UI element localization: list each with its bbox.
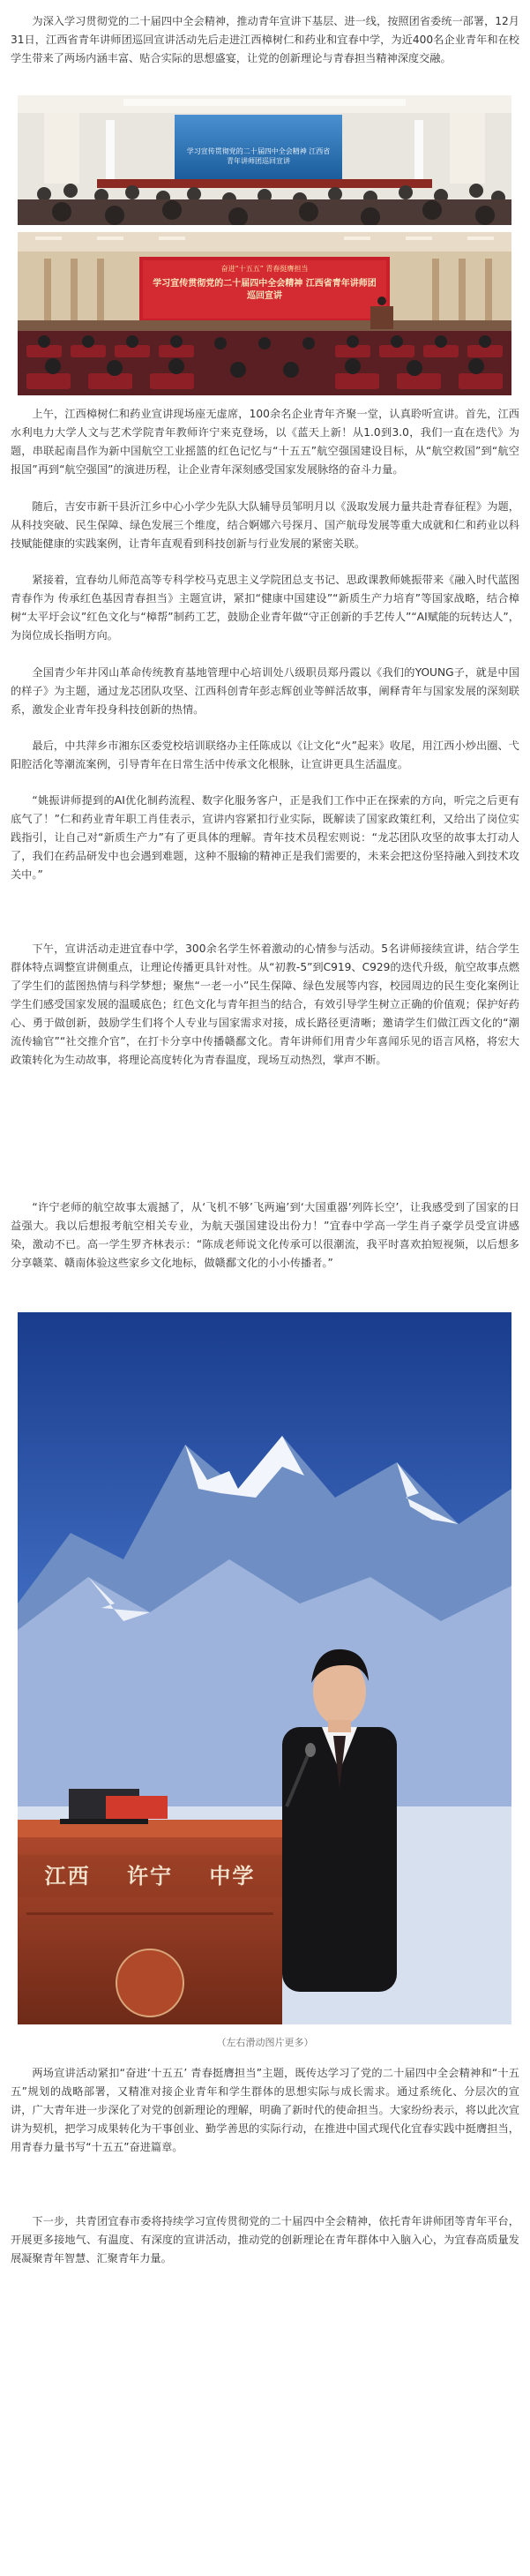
article-paragraph: 下午，宣讲活动走进宜春中学，300余名学生怀着激动的心情参与活动。5名讲师接续宣讲，结合学生群体特点调整宣讲侧重点，让理论传播更具针对性。从“初教-5”到C919、C929的迭代升级，航空故事点燃了学生们的蓝图热情与科学梦想；聚焦“一老一小”民生保障、绿色发展等内容，校园周边的民生变化案例让学生们感受国家发展的温暖底色；红色文化与青年担当的结合，有效引导学生树立正确的价值观；保护好药心、勇于做创新，鼓励学生们将个人专业与国家需求对接，成长路径更清晰；邀请学生们做江西文化的“潮流传输官”“社交推介官”，在打卡分享中传播赣鄱文化。青年讲师们用青少年喜闻乐见的语言风格，将宏大政策转化为生动故事，将理论高度转化为青春温度，现场互动热烈，掌声不断。 <box>11 943 519 1066</box>
article-paragraph: “许宁老师的航空故事太震撼了，从‘飞机不够’飞两遍’到‘大国重器’列阵长空’，让我感受到了国家的日益强大。我以后想报考航空相关专业，为航天强国建设出份力！”宜春中学高一学生肖子豪学员受宣讲感染，激动不已。高一学生罗齐林表示：“陈成老师说文化传承可以很潮流，我平时喜欢拍短视频，以后想多分享赣菜、赣南体验这些家乡文化地标，做赣鄱文化的小小传播者。” <box>11 1201 519 1269</box>
article-paragraph: 为深入学习贯彻党的二十届四中全会精神，推动青年宣讲下基层、进一线，按照团省委统一部署，12月31日，江西省青年讲师团巡回宣讲活动先后走进江西樟树仁和药业和宜春中学，为近400名企业青年和在校学生带来了两场内涵丰富、贴合实际的思想盛宴，让党的创新理论与青春担当精神深度交融。 <box>11 15 519 64</box>
image-caption: （左右滑动图片更多） <box>216 2037 314 2048</box>
auditorium-banner-title: 学习宣传贯彻党的二十届四中全会精神 江西省青年讲师团巡回宣讲 <box>153 279 377 301</box>
speaker-podium-photo-graphic <box>18 1312 511 2024</box>
auditorium-photo-graphic <box>18 232 511 395</box>
auditorium-photo <box>18 232 511 395</box>
article-paragraph: 最后，中共萍乡市湘东区委党校培训联络办主任陈成以《让文化“火”起来》收尾，用江西小炒出圈、弋阳腔活化等潮流案例，引导青年在日常生活中传承文化根脉，让宣讲更具生活温度。 <box>11 740 519 770</box>
article-paragraph: 下一步，共青团宜春市委将持续学习宣传贯彻党的二十届四中全会精神，依托青年讲师团等青年平台，开展更多接地气、有温度、有深度的宣讲活动，推动党的创新理论在青年群体中入脑入心，为宜春高质量发展凝聚青年智慧、汇聚青年力量。 <box>11 2215 519 2264</box>
podium-sign-text: 江西 许宁 中学 <box>44 1863 256 1889</box>
lecture-hall-photo <box>18 95 511 225</box>
auditorium-banner-slogan: 奋进“十五五” 青春挺膺担当 <box>220 265 309 273</box>
speaker-podium-photo <box>18 1312 511 2024</box>
article-paragraph: 上午，江西樟树仁和药业宣讲现场座无虚席，100余名企业青年齐聚一堂，认真聆听宣讲。首先，江西水利电力大学人文与艺术学院青年教师许宁来克登场，以《蓝天上新！从1.0到3.0，我们一直在迭代》为题，串联起南昌作为新中国航空工业摇篮的红色记忆与“十五五”航空强国建设目标，从“航空救国”到“航空报国”再到“航空强国”的演进历程，让企业青年深刻感受国家发展脉络的奋斗力量。 <box>11 408 519 476</box>
article-paragraph: 全国青少年井冈山革命传统教育基地管理中心培训处八级职员郑丹霞以《我们的YOUNG子，就是中国的样子》为主题，通过龙芯团队攻坚、江西科创青年彭志辉创业等鲜活故事，阐释青年与国家发展的深刻联系，激发企业青年投身科技创新的热情。 <box>11 666 519 716</box>
lecture-hall-screen-text: 学习宣传贯彻党的二十届四中全会精神 江西省青年讲师团巡回宣讲 <box>186 147 331 165</box>
article-paragraph: 随后，吉安市新干县沂江乡中心小学少先队大队辅导员邹明月以《汲取发展力量共赴青春征程》为题，从科技突破、民生保障、绿色发展三个维度，结合婀娜六号探月、国产航母发展等重大成就和仁和药业以科技赋能健康的实践案例，让青年直观看到科技创新与行业发展的紧密关联。 <box>11 500 519 550</box>
article-paragraph: 两场宣讲活动紧扣“奋进‘十五五’ 青春挺膺担当”主题，既传达学习了党的二十届四中全会精神和“十五五”规划的战略部署，又精准对接企业青年和学生群体的思想实际与成长需求。通过系统化、分层次的宣讲，广大青年进一步深化了对党的创新理论的理解，明确了新时代的使命担当。大家纷纷表示，将以此次宣讲为契机，把学习成果转化为干事创业、勤学善思的实际行动，在推进中国式现代化宜春实践中挺膺担当，用青春力量书写“十五五”奋进篇章。 <box>11 2067 519 2153</box>
article-paragraph: “姚振讲师提到的AI优化制药流程、数字化服务客户，正是我们工作中正在探索的方向，听完之后更有底气了！”仁和药业青年职工肖佳表示，宣讲内容紧扣行业实际，既解读了国家政策红利，又给出了岗位实践指引，让自己对“新质生产力”有了更具体的理解。青年技术员程宏则说：“龙芯团队攻坚的故事太打动人了，我们在药品研发中也会遇到难题，这种不服输的精神正是我们需要的，未来会把这份坚持融入到技术攻关中。” <box>11 794 519 881</box>
article-paragraph: 紧接着，宜春幼儿师范高等专科学校马克思主义学院团总支书记、思政课教师姚振带来《融入时代蓝图青春作为 传承红色基因青春担当》主题宣讲，紧扣“健康中国建设”“新质生产力培育”等国家战略，结合樟树“太平圩会议”红色文化与“樟帮”制药工艺，鼓励企业青年做“守正创新的手艺传人”“AI赋能的玩转达人”，为岗位成长指明方向。 <box>11 574 519 642</box>
